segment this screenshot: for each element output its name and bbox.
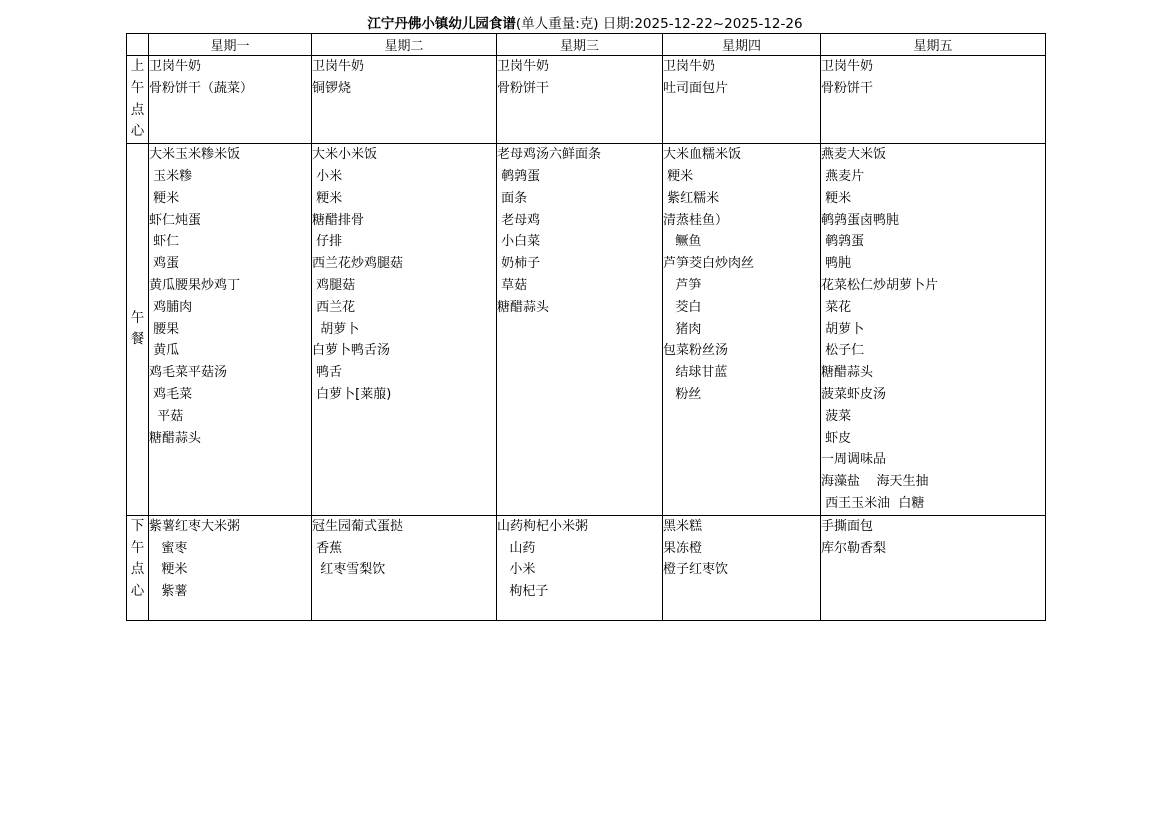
menu-cell-am-fri (821, 56, 1046, 144)
menu-item: 腰果 (149, 321, 180, 337)
menu-cell-am-mon (149, 56, 312, 144)
menu-item: 松子仁 (821, 343, 865, 359)
menu-item: 西兰花炒鸡腿菇 (312, 256, 404, 272)
meal-label-char: 餐 (130, 331, 145, 348)
menu-item: 鸡毛菜平菇汤 (149, 365, 228, 381)
menu-cell-pm-wed (497, 515, 663, 620)
meal-label-pm (127, 515, 149, 620)
menu-item: 卫岗牛奶 (663, 59, 716, 74)
menu-item: 粳米 (312, 190, 343, 206)
menu-cell-lunch-fri (821, 144, 1046, 516)
menu-cell-am-thu (663, 56, 821, 144)
weekly-menu-table (126, 33, 1046, 621)
meal-label-lunch (127, 144, 149, 516)
menu-cell-pm-tue (312, 515, 497, 620)
menu-item: 粳米 (149, 190, 180, 206)
menu-item: 一周调味品 (821, 452, 887, 468)
menu-item: 虾仁炖蛋 (149, 212, 202, 228)
menu-item: 芦笋茭白炒肉丝 (663, 256, 755, 272)
menu-item: 鹌鹑蛋卤鸭肫 (821, 212, 900, 228)
meal-label-char: 下 (130, 517, 145, 534)
menu-item: 鹌鹑蛋 (821, 234, 865, 250)
menu-item: 大米小米饭 (312, 147, 378, 163)
menu-item: 奶柿子 (497, 256, 541, 272)
menu-item: 西兰花 (312, 299, 356, 315)
menu-item: 茭白 (663, 299, 702, 315)
menu-item: 骨粉饼干（蔬菜） (149, 80, 254, 96)
menu-item: 粳米 (821, 190, 852, 206)
menu-item: 菠菜虾皮汤 (821, 386, 887, 402)
meal-label-char: 午 (130, 309, 145, 326)
menu-cell-am-wed (497, 56, 663, 144)
menu-cell-pm-fri (821, 515, 1046, 620)
meal-label-char: 上 (130, 58, 145, 74)
menu-item: 猪肉 (663, 321, 702, 337)
menu-item: 白萝卜鸭舌汤 (312, 343, 391, 359)
menu-item: 鸡腿菇 (312, 277, 356, 293)
menu-item: 小白菜 (497, 234, 541, 250)
menu-item: 海藻盐 海天生抽 (821, 474, 929, 490)
day-header-tue: 星期二 (312, 34, 497, 56)
meal-row-lunch (127, 144, 1046, 516)
meal-label-char: 午 (130, 79, 145, 96)
header-row (127, 34, 1046, 56)
menu-item: 小米 (497, 562, 536, 578)
menu-item: 平菇 (149, 408, 184, 424)
menu-item: 黑米糕 (663, 518, 703, 534)
menu-item: 山药枸杞小米粥 (497, 518, 589, 534)
menu-item: 吐司面包片 (663, 80, 729, 96)
menu-item: 老母鸡汤六鲜面条 (497, 147, 602, 163)
day-header-thu: 星期四 (663, 34, 821, 56)
menu-cell-lunch-tue (312, 144, 497, 516)
menu-item: 包菜粉丝汤 (663, 343, 729, 359)
menu-item: 小米 (312, 168, 343, 184)
menu-cell-pm-thu (663, 515, 821, 620)
kindergarten-name: 江宁丹佛小镇幼儿园食谱 (367, 16, 516, 32)
menu-item: 菜花 (821, 299, 852, 315)
menu-item: 鳜鱼 (663, 234, 702, 250)
menu-item: 结球甘蓝 (663, 365, 728, 381)
menu-item: 橙子红枣饮 (663, 562, 729, 578)
menu-item: 虾皮 (821, 430, 852, 446)
menu-item: 糖醋排骨 (312, 212, 365, 228)
menu-item: 库尔勒香梨 (821, 540, 887, 556)
menu-item: 果冻橙 (663, 540, 703, 556)
menu-item: 紫薯 (149, 584, 188, 600)
menu-item: 黄瓜 (149, 343, 180, 359)
menu-item: 骨粉饼干 (497, 80, 550, 96)
menu-item: 香蕉 (312, 540, 343, 556)
menu-item: 白萝卜[莱菔) (312, 386, 392, 402)
menu-item: 鸡蛋 (149, 256, 180, 272)
menu-item: 面条 (497, 190, 528, 206)
menu-item: 粉丝 (663, 386, 702, 402)
menu-item: 卫岗牛奶 (497, 59, 550, 74)
menu-item: 冠生园葡式蛋挞 (312, 518, 404, 534)
menu-item: 鸡脯肉 (149, 299, 193, 315)
menu-item: 鹌鹑蛋 (497, 168, 541, 184)
menu-item: 清蒸桂鱼） (663, 212, 729, 228)
menu-cell-lunch-wed (497, 144, 663, 516)
meal-label-char: 点 (130, 561, 145, 578)
menu-item: 红枣雪梨饮 (312, 562, 386, 578)
meal-label-char: 点 (130, 101, 145, 118)
day-header-mon: 星期一 (149, 34, 312, 56)
menu-item: 卫岗牛奶 (149, 59, 202, 74)
menu-item: 燕麦大米饭 (821, 147, 887, 163)
menu-item: 黄瓜腰果炒鸡丁 (149, 277, 241, 293)
menu-item: 胡萝卜 (821, 321, 865, 337)
menu-item: 蜜枣 (149, 540, 188, 556)
menu-item: 花菜松仁炒胡萝卜片 (821, 277, 939, 293)
menu-item: 紫红糯米 (663, 190, 720, 206)
menu-item: 玉米糁 (149, 168, 193, 184)
day-header-fri: 星期五 (821, 34, 1046, 56)
menu-item: 燕麦片 (821, 168, 865, 184)
menu-cell-am-tue (312, 56, 497, 144)
menu-item: 芦笋 (663, 277, 702, 293)
meal-label-char: 心 (130, 123, 145, 140)
menu-item: 粳米 (149, 562, 188, 578)
menu-item: 枸杞子 (497, 584, 549, 600)
menu-item: 菠菜 (821, 408, 852, 424)
menu-item: 仔排 (312, 234, 343, 250)
menu-item: 虾仁 (149, 234, 180, 250)
menu-title (0, 15, 1170, 33)
meal-label-am (127, 56, 149, 144)
meal-row-am (127, 56, 1046, 144)
menu-item: 鸭舌 (312, 365, 343, 381)
day-header-wed: 星期三 (497, 34, 663, 56)
menu-item: 糖醋蒜头 (497, 299, 550, 315)
menu-item: 糖醋蒜头 (821, 365, 874, 381)
menu-item: 鸭肫 (821, 256, 852, 272)
menu-item: 鸡毛菜 (149, 386, 193, 402)
menu-item: 山药 (497, 540, 536, 556)
menu-item: 铜锣烧 (312, 80, 352, 96)
menu-item: 西王玉米油 白糖 (821, 495, 925, 511)
meal-label-char: 午 (130, 539, 145, 556)
menu-item: 骨粉饼干 (821, 80, 874, 96)
menu-cell-pm-mon (149, 515, 312, 620)
title-date-range: (单人重量:克) 日期:2025-12-22~2025-12-26 (515, 16, 803, 32)
menu-item: 手撕面包 (821, 518, 874, 534)
menu-item: 胡萝卜 (312, 321, 360, 337)
menu-item: 卫岗牛奶 (312, 59, 365, 74)
menu-item: 大米玉米糁米饭 (149, 147, 241, 163)
menu-item: 紫薯红枣大米粥 (149, 518, 241, 534)
menu-item: 卫岗牛奶 (821, 59, 874, 74)
menu-cell-lunch-thu (663, 144, 821, 516)
menu-item: 糖醋蒜头 (149, 430, 202, 446)
menu-cell-lunch-mon (149, 144, 312, 516)
menu-item: 粳米 (663, 168, 694, 184)
corner-cell (127, 34, 149, 56)
menu-item: 草菇 (497, 277, 528, 293)
menu-item: 老母鸡 (497, 212, 541, 228)
meal-row-pm (127, 515, 1046, 620)
meal-label-char: 心 (130, 583, 145, 600)
menu-item: 大米血糯米饭 (663, 147, 742, 163)
